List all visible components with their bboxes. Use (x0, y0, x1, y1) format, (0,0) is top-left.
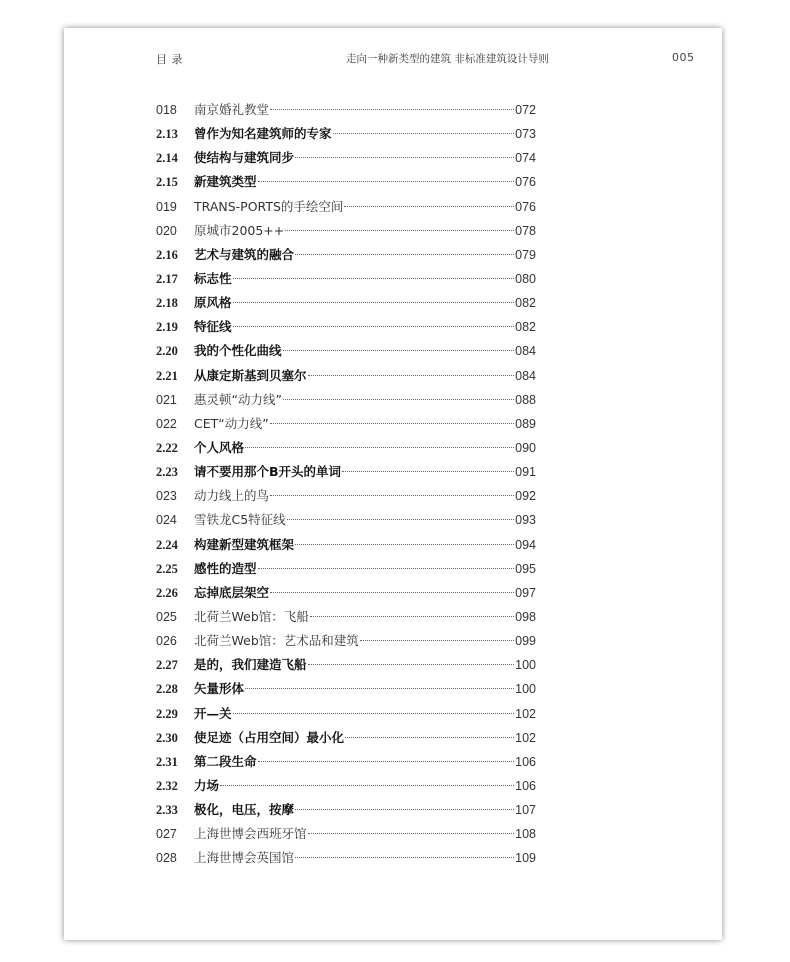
toc-dot-leader (295, 254, 514, 255)
toc-entry-number: 2.21 (156, 368, 178, 383)
toc-dot-leader (285, 230, 514, 231)
toc-entry-title: 感性的造型 (194, 560, 257, 576)
toc-entry-number: 2.25 (156, 561, 178, 576)
toc-entry-title: 使足迹（占用空间）最小化 (194, 729, 345, 745)
toc-entry-page: 084 (515, 368, 536, 383)
toc-entry (156, 605, 536, 629)
toc-entry-number: 2.18 (156, 296, 178, 311)
toc-dot-leader (333, 133, 515, 134)
toc-entry-page: 106 (515, 754, 536, 769)
toc-dot-leader (310, 616, 514, 617)
toc-entry (156, 291, 536, 315)
toc-dot-leader (270, 592, 514, 593)
toc-entry-title: 第二段生命 (194, 753, 257, 769)
toc-entry (156, 726, 536, 750)
toc-entry-title: 使结构与建筑同步 (194, 150, 295, 166)
toc-entry-number: 2.32 (156, 778, 178, 793)
toc-entry-page: 073 (515, 127, 536, 142)
toc-entry-title: 是的，我们建造飞船 (194, 657, 307, 673)
toc-entry-number: 018 (156, 103, 177, 117)
toc-entry-title: 南京婚礼教堂 (194, 102, 270, 117)
toc-entry-page: 097 (515, 585, 536, 600)
toc-entry-number: 2.14 (156, 151, 178, 166)
toc-entry-number: 2.23 (156, 465, 178, 480)
toc-entry-title: 曾作为知名建筑师的专家 (194, 126, 332, 142)
toc-entry-title: 极化，电压，按摩 (194, 802, 295, 818)
toc-entry (156, 557, 536, 581)
toc-entry (156, 388, 536, 412)
toc-entry-number: 2.28 (156, 682, 178, 697)
toc-entry-title: 我的个性化曲线 (194, 343, 282, 359)
running-header-title: 走向一种新类型的建筑 非标准建筑设计导则 (346, 53, 549, 65)
toc-dot-leader (283, 399, 514, 400)
toc-entry-number: 2.19 (156, 320, 178, 335)
toc-entry (156, 484, 536, 508)
toc-entry-page: 084 (515, 344, 536, 359)
toc-entry-title: 矢量形体 (194, 681, 245, 697)
toc-entry-title: 特征线 (194, 319, 232, 335)
toc-entry-title: 开—关 (194, 705, 232, 721)
toc-dot-leader (258, 761, 515, 762)
toc-dot-leader (270, 109, 514, 110)
toc-entry-number: 020 (156, 223, 177, 238)
toc-entry (156, 364, 536, 388)
toc-entry (156, 533, 536, 557)
toc-entry-number: 2.33 (156, 803, 178, 818)
toc-entry-title: CET“动力线” (194, 415, 269, 431)
toc-entry-page: 100 (515, 658, 536, 673)
toc-entry-number: 028 (156, 851, 177, 866)
toc-entry (156, 822, 536, 846)
toc-entry-number: 022 (156, 416, 177, 431)
toc-entry-page: 098 (515, 609, 536, 624)
toc-entry-title: 原城市2005++ (194, 222, 285, 238)
toc-entry (156, 98, 536, 122)
toc-entry (156, 146, 536, 170)
toc-entry-number: 2.17 (156, 271, 178, 286)
toc-entry-title: 北荷兰Web馆：飞船 (194, 608, 309, 624)
toc-entry-number: 026 (156, 634, 177, 649)
toc-entry-page: 092 (515, 489, 536, 504)
toc-entry (156, 412, 536, 436)
toc-entry-page: 076 (515, 175, 536, 190)
toc-entry (156, 508, 536, 532)
toc-entry-page: 076 (515, 199, 536, 214)
toc-entry-title: 力场 (194, 777, 220, 793)
toc-entry-page: 093 (515, 513, 536, 528)
toc-entry-number: 2.15 (156, 175, 178, 190)
toc-dot-leader (233, 278, 515, 279)
toc-entry-title: 从康定斯基到贝塞尔 (194, 367, 307, 383)
toc-entry-page: 091 (515, 465, 536, 480)
toc-entry (156, 629, 536, 653)
book-page (64, 28, 722, 940)
toc-dot-leader (342, 471, 514, 472)
toc-entry-number: 019 (156, 199, 177, 214)
toc-dot-leader (345, 737, 514, 738)
toc-dot-leader (360, 640, 514, 641)
toc-entry-number: 2.22 (156, 440, 178, 455)
toc-entry-title: TRANS-PORTS的手绘空间 (194, 198, 344, 214)
toc-entry-page: 107 (515, 803, 536, 818)
toc-dot-leader (283, 350, 515, 351)
toc-entry-number: 027 (156, 827, 177, 842)
toc-entry (156, 774, 536, 798)
toc-entry-title: 上海世博会英国馆 (194, 850, 295, 866)
toc-entry-page: 090 (515, 440, 536, 455)
toc-dot-leader (295, 544, 514, 545)
toc-entry (156, 339, 536, 363)
toc-entry-title: 忘掉底层架空 (194, 584, 270, 600)
toc-entry-title: 上海世博会西班牙馆 (194, 826, 307, 842)
toc-entry-page: 100 (515, 682, 536, 697)
toc-entry-title: 惠灵顿“动力线” (194, 391, 282, 407)
toc-entry (156, 702, 536, 726)
toc-dot-leader (344, 206, 514, 207)
toc-entry (156, 315, 536, 339)
toc-entry-page: 074 (515, 151, 536, 166)
toc-entry-number: 2.24 (156, 537, 178, 552)
toc-dot-leader (295, 857, 514, 858)
toc-entry (156, 846, 536, 870)
toc-entry-title: 请不要用那个B开头的单词 (194, 464, 342, 480)
toc-entry-number: 2.30 (156, 730, 178, 745)
toc-entry-page: 106 (515, 778, 536, 793)
toc-entry (156, 798, 536, 822)
toc-entry (156, 653, 536, 677)
toc-entry-page: 078 (515, 223, 536, 238)
toc-entry-page: 102 (515, 706, 536, 721)
toc-entry-number: 2.27 (156, 658, 178, 673)
toc-dot-leader (233, 326, 515, 327)
toc-dot-leader (270, 423, 514, 424)
toc-entry-title: 北荷兰Web馆：艺术品和建筑 (194, 633, 359, 649)
toc-dot-leader (308, 664, 515, 665)
toc-entry-title: 动力线上的鸟 (194, 488, 270, 504)
toc-entry (156, 677, 536, 701)
toc-entry (156, 195, 536, 219)
toc-entry (156, 219, 536, 243)
toc-dot-leader (233, 713, 515, 714)
toc-entry-title: 标志性 (194, 270, 232, 286)
toc-entry-page: 080 (515, 271, 536, 286)
toc-dot-leader (245, 447, 514, 448)
toc-dot-leader (258, 568, 515, 569)
toc-entry-page: 102 (515, 730, 536, 745)
toc-entry-page: 108 (515, 827, 536, 842)
toc-entry-number: 2.29 (156, 706, 178, 721)
toc-dot-leader (258, 181, 515, 182)
toc-entry-title: 原风格 (194, 295, 232, 311)
toc-entry (156, 581, 536, 605)
toc-entry (156, 170, 536, 194)
toc-entry-title: 新建筑类型 (194, 174, 257, 190)
toc-entry-page: 099 (515, 634, 536, 649)
running-header-label: 目 录 (156, 53, 183, 66)
toc-entry (156, 460, 536, 484)
toc-entry-number: 2.26 (156, 585, 178, 600)
toc-entry-title: 艺术与建筑的融合 (194, 246, 295, 262)
toc-dot-leader (295, 157, 514, 158)
toc-entry-number: 025 (156, 609, 177, 624)
page-number: 005 (672, 51, 695, 64)
toc-entry-number: 021 (156, 392, 177, 407)
toc-entry-page: 095 (515, 561, 536, 576)
toc-entry-page: 079 (515, 247, 536, 262)
toc-entry-page: 082 (515, 320, 536, 335)
toc-dot-leader (245, 688, 514, 689)
toc-entry-title: 构建新型建筑框架 (194, 536, 295, 552)
toc-entry (156, 267, 536, 291)
toc-dot-leader (220, 785, 514, 786)
toc-entry-page: 088 (515, 392, 536, 407)
toc-entry (156, 436, 536, 460)
toc-dot-leader (233, 302, 515, 303)
toc-entry-page: 109 (515, 851, 536, 866)
toc-entry-title: 雪铁龙C5特征线 (194, 512, 286, 528)
toc-entry (156, 750, 536, 774)
toc-entry-number: 2.13 (156, 127, 178, 142)
toc-dot-leader (308, 833, 515, 834)
toc-dot-leader (308, 375, 515, 376)
toc-entry (156, 243, 536, 267)
toc-entry-page: 082 (515, 296, 536, 311)
toc-entry-title: 个人风格 (194, 439, 245, 455)
toc-entry-page: 094 (515, 537, 536, 552)
toc-dot-leader (287, 519, 514, 520)
toc-entry-number: 2.16 (156, 247, 178, 262)
toc-entry-page: 072 (515, 103, 536, 117)
toc-entry-number: 2.31 (156, 754, 178, 769)
table-of-contents (156, 98, 536, 871)
toc-dot-leader (270, 495, 514, 496)
toc-entry-number: 2.20 (156, 344, 178, 359)
toc-entry-number: 023 (156, 489, 177, 504)
toc-entry-page: 089 (515, 416, 536, 431)
toc-entry (156, 122, 536, 146)
toc-entry-number: 024 (156, 513, 177, 528)
toc-dot-leader (295, 809, 514, 810)
